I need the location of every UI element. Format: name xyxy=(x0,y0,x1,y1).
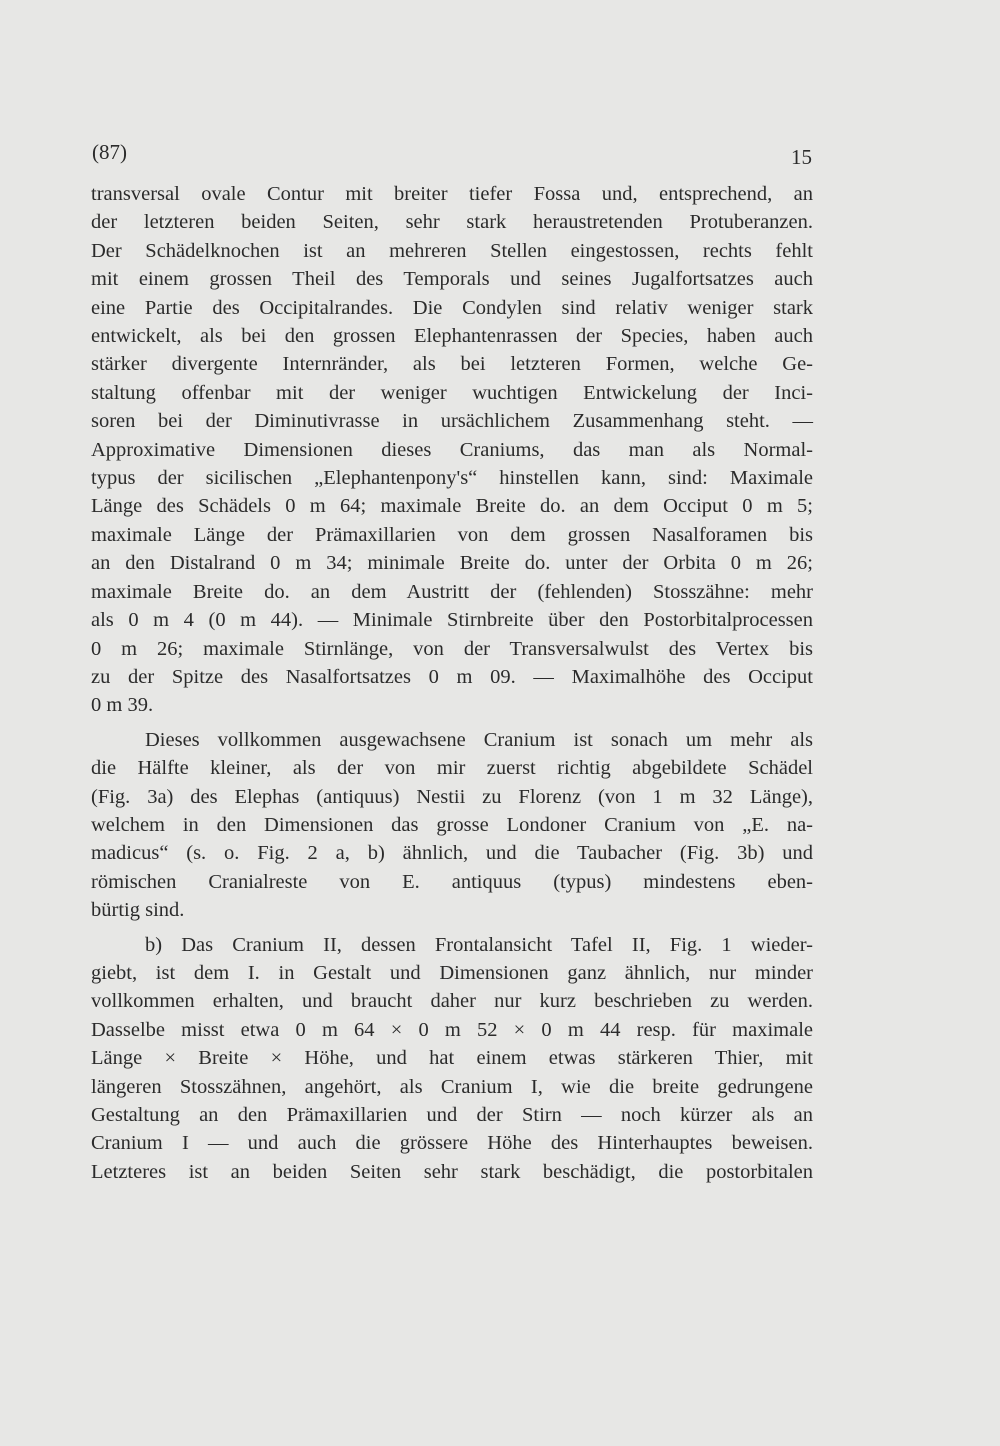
text-line: maximale Länge der Prämaxillarien von dem grossen Nasalforamen bis xyxy=(91,523,813,546)
text-line: Cranium I — und auch die grössere Höhe des Hinterhauptes beweisen. xyxy=(91,1132,813,1155)
text-line: an den Distalrand 0 m 34; minimale Breite do. unter der Orbita 0 m 26; xyxy=(91,552,813,575)
text-line: madicus“ (s. o. Fig. 2 a, b) ähnlich, und die Taubacher (Fig. 3b) und xyxy=(91,842,813,865)
text-line: bürtig sind. xyxy=(91,899,185,922)
text-line: römischen Cranialreste von E. antiquus (typus) mindestens eben- xyxy=(91,870,813,893)
body-text xyxy=(91,180,813,1186)
text-line: Letzteres ist an beiden Seiten sehr stark beschädigt, die postorbitalen xyxy=(91,1160,813,1183)
text-line: maximale Breite do. an dem Austritt der (fehlenden) Stosszähne: mehr xyxy=(91,580,813,603)
paragraph-size-comparison xyxy=(91,726,813,925)
page-number: 15 xyxy=(791,145,812,169)
text-line: staltung offenbar mit der weniger wuchtigen Entwickelung der Inci- xyxy=(91,381,813,404)
text-line: soren bei der Diminutivrasse in ursächlichem Zusammenhang steht. — xyxy=(91,410,813,433)
text-line: längeren Stosszähnen, angehört, als Cranium I, wie die breite gedrungene xyxy=(91,1075,813,1098)
text-line: der letzteren beiden Seiten, sehr stark heraustretenden Protuberanzen. xyxy=(91,211,813,234)
text-line: stärker divergente Internränder, als bei letzteren Formen, welche Ge- xyxy=(91,353,813,376)
text-line: Dasselbe misst etwa 0 m 64 × 0 m 52 × 0 m 44 resp. für maximale xyxy=(91,1018,813,1041)
text-line: b) Das Cranium II, dessen Frontalansicht Tafel II, Fig. 1 wieder- xyxy=(145,933,813,956)
page-header xyxy=(92,140,812,170)
paragraph-cranium-ii xyxy=(91,931,813,1187)
text-line: (Fig. 3a) des Elephas (antiquus) Nestii zu Florenz (von 1 m 32 Länge), xyxy=(91,785,813,808)
text-line: typus der sicilischen „Elephantenpony's“ hinstellen kann, sind: Maximale xyxy=(91,467,813,490)
text-line: zu der Spitze des Nasalfortsatzes 0 m 09. — Maximalhöhe des Occiput xyxy=(91,665,813,688)
text-line: giebt, ist dem I. in Gestalt und Dimensionen ganz ähnlich, nur minder xyxy=(91,961,813,984)
text-line: eine Partie des Occipitalrandes. Die Condylen sind relativ weniger stark xyxy=(91,296,813,319)
paragraph-cranium-description xyxy=(91,180,813,720)
text-line: Länge × Breite × Höhe, und hat einem etwas stärkeren Thier, mit xyxy=(91,1047,813,1070)
text-line: vollkommen erhalten, und braucht daher nur kurz beschrieben zu werden. xyxy=(91,990,813,1013)
text-line: mit einem grossen Theil des Temporals und seines Jugalfortsatzes auch xyxy=(91,268,813,291)
page-signature: (87) xyxy=(92,140,127,164)
text-line: als 0 m 4 (0 m 44). — Minimale Stirnbreite über den Postorbitalprocessen xyxy=(91,609,813,632)
text-line: Gestaltung an den Prämaxillarien und der Stirn — noch kürzer als an xyxy=(91,1104,813,1126)
text-line: Länge des Schädels 0 m 64; maximale Breite do. an dem Occiput 0 m 5; xyxy=(91,495,813,518)
text-line: 0 m 39. xyxy=(91,694,154,717)
text-line: transversal ovale Contur mit breiter tiefer Fossa und, entsprechend, an xyxy=(91,183,813,205)
text-line: welchem in den Dimensionen das grosse Londoner Cranium von „E. na- xyxy=(91,813,813,836)
text-line: Der Schädelknochen ist an mehreren Stellen eingestossen, rechts fehlt xyxy=(91,239,813,262)
text-line: 0 m 26; maximale Stirnlänge, von der Transversalwulst des Vertex bis xyxy=(91,637,813,660)
text-line: Approximative Dimensionen dieses Craniums, das man als Normal- xyxy=(91,438,813,461)
text-line: die Hälfte kleiner, als der von mir zuerst richtig abgebildete Schädel xyxy=(91,757,813,780)
text-line: entwickelt, als bei den grossen Elephantenrassen der Species, haben auch xyxy=(91,325,813,348)
text-line: Dieses vollkommen ausgewachsene Cranium ist sonach um mehr als xyxy=(145,728,813,751)
